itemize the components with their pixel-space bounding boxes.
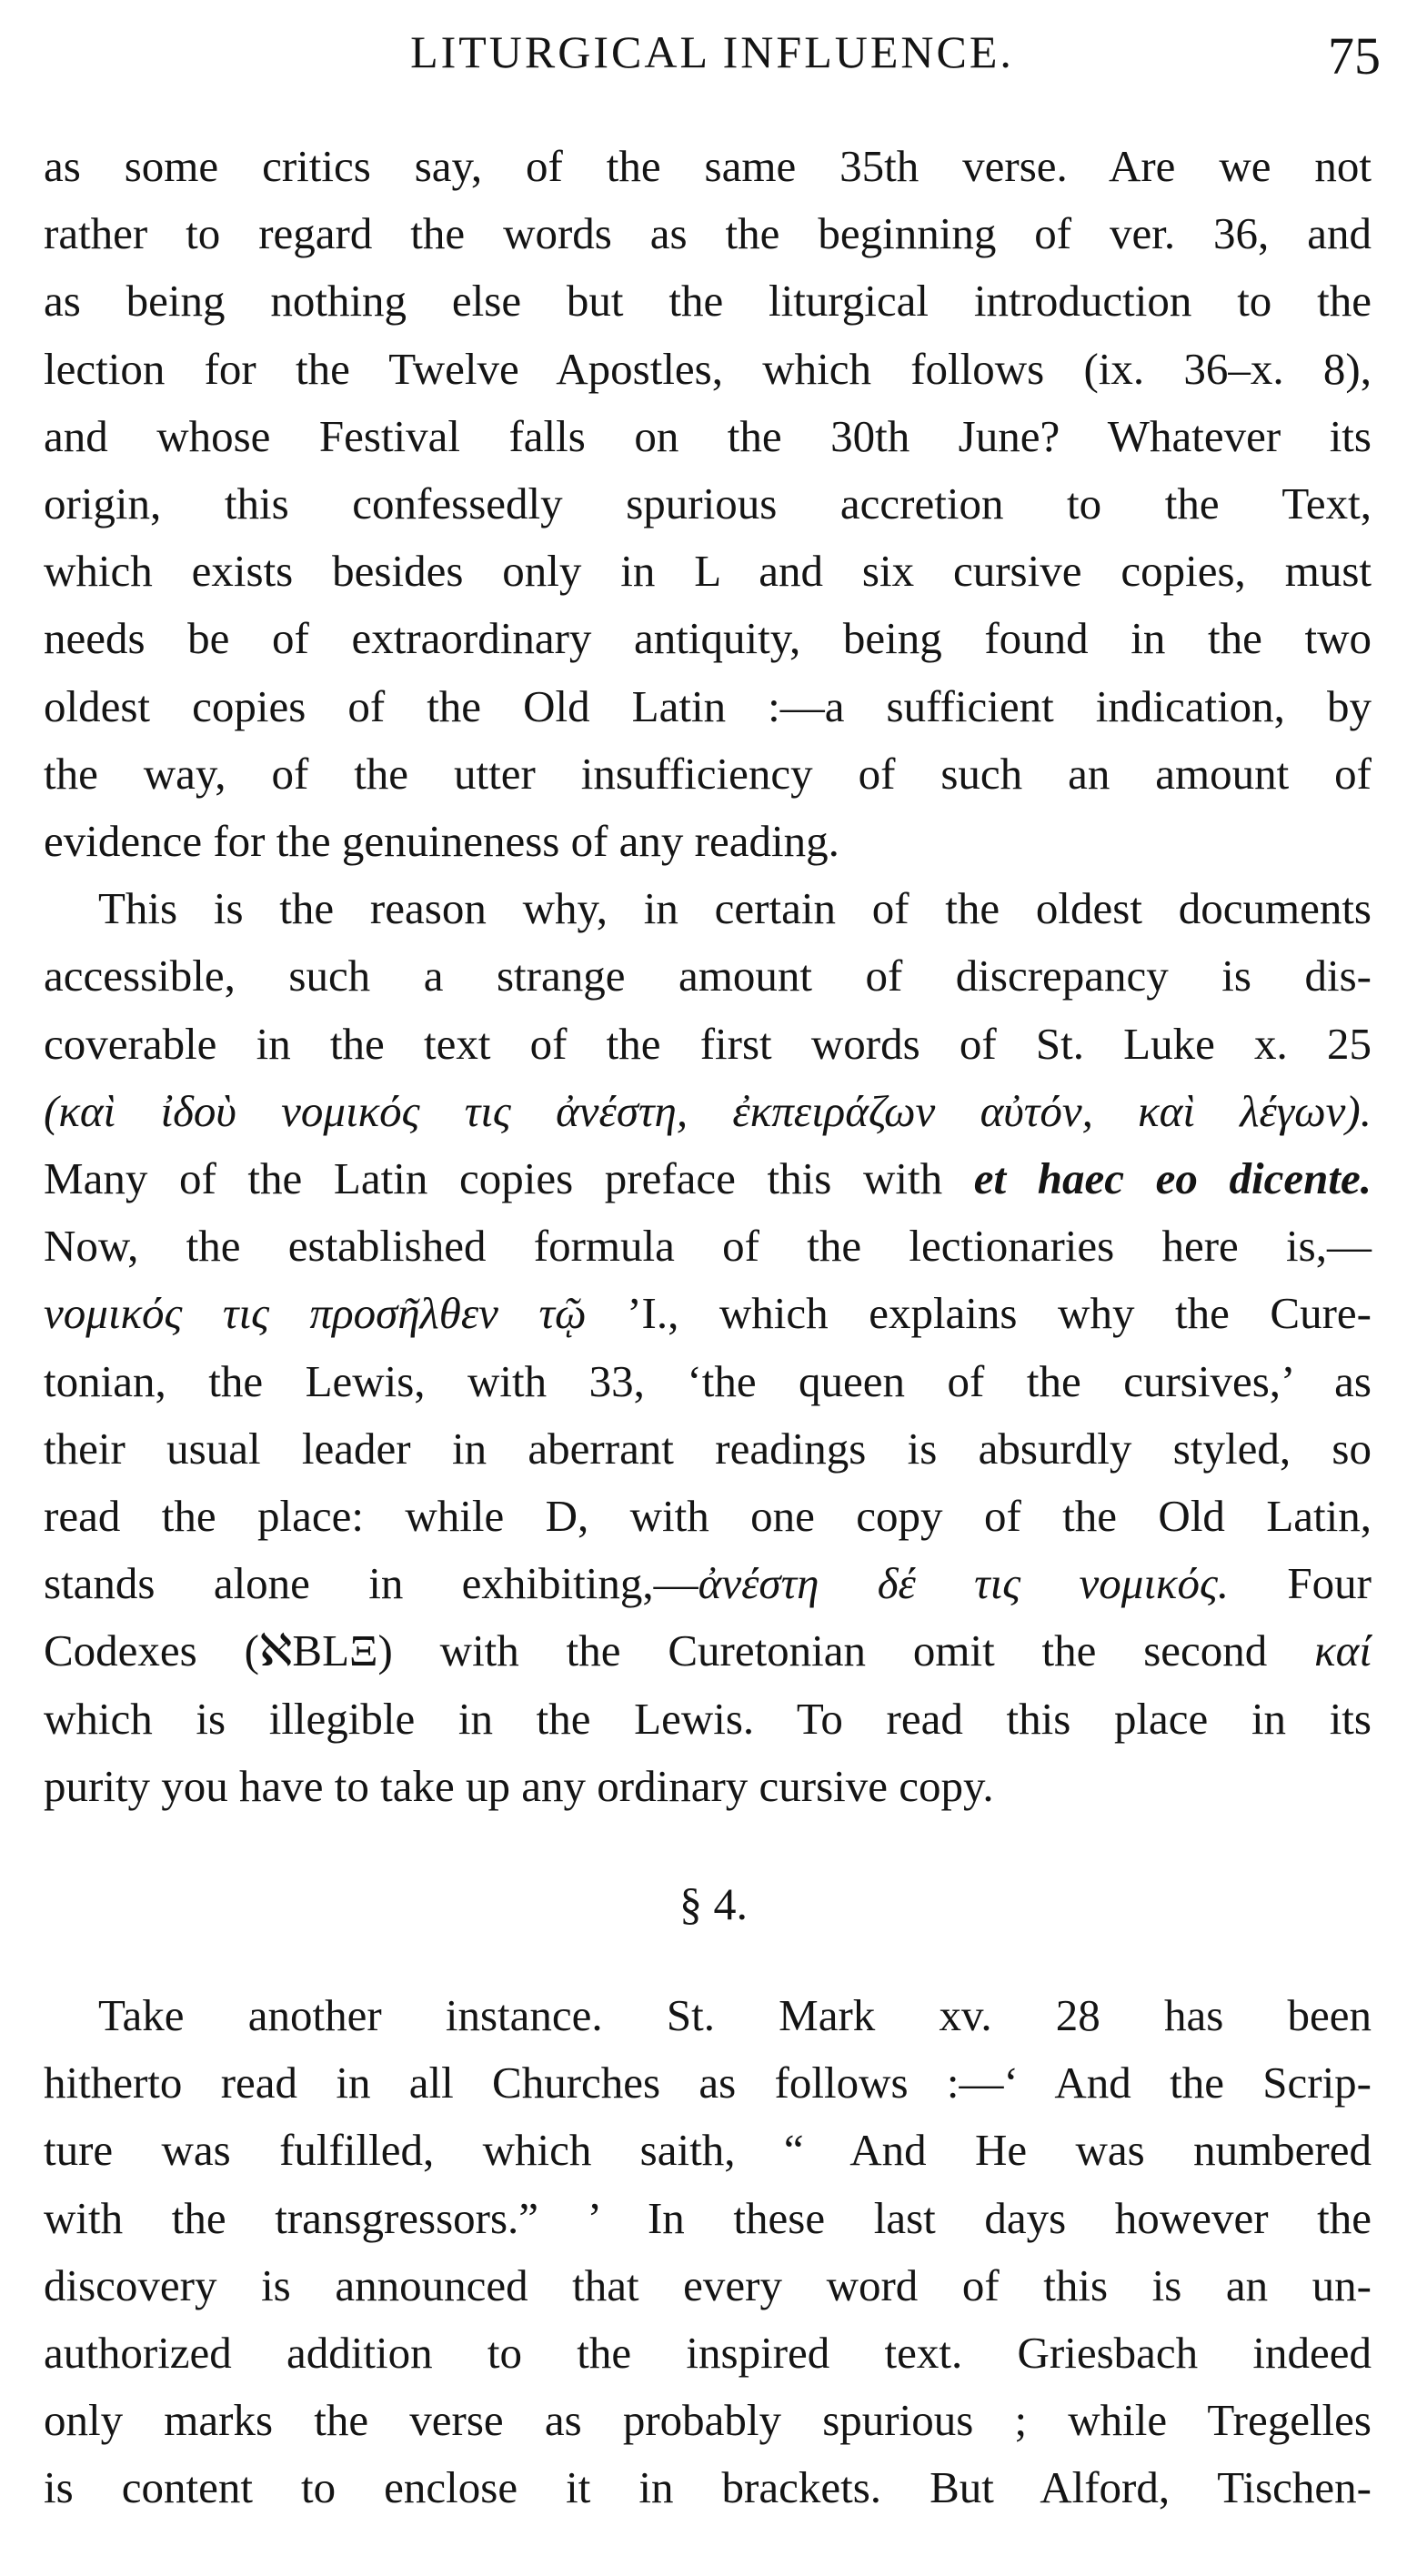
text-line: and whose Festival falls on the 30th June? Whatever its [44, 410, 1372, 461]
text-line: is content to enclose it in brackets. But Alford, Tischen- [44, 2462, 1372, 2513]
text-run: Codexes (ℵBLΞ) with the Curetonian omit the second [44, 1625, 1315, 1676]
text-line: discovery is announced that every word of this is an un- [44, 2259, 1372, 2310]
text-run: Four [1229, 1558, 1372, 1609]
page-number: 75 [1328, 26, 1381, 86]
text-line [44, 1145, 1372, 1213]
greek-word: καί [1314, 1625, 1372, 1676]
text-line: their usual leader in aberrant readings is absurdly styled, so [44, 1423, 1372, 1474]
text-line: oldest copies of the Old Latin :—a sufficient indication, by [44, 680, 1372, 731]
text-line: This is the reason why, in certain of the oldest documents [98, 883, 1372, 934]
text-line: lection for the Twelve Apostles, which follows (ix. 36–x. 8), [44, 343, 1372, 394]
text-line: hitherto read in all Churches as follows :—‘ And the Scrip- [44, 2058, 1372, 2108]
text-line: authorized addition to the inspired text. Griesbach indeed [44, 2328, 1372, 2379]
text-line: coverable in the text of the first words of St. Luke x. 25 [44, 1018, 1372, 1069]
text-line: the way, of the utter insufficiency of such an amount of [44, 748, 1372, 799]
text-line: which is illegible in the Lewis. To read this place in its [44, 1693, 1372, 1744]
text-line [44, 1617, 1372, 1685]
text-line: evidence for the genuineness of any reading. [44, 816, 839, 866]
text-line [44, 1550, 1372, 1617]
latin-quotation: et haec eo dicente. [973, 1153, 1372, 1203]
text-line: accessible, such a strange amount of discrepancy is dis- [44, 951, 1372, 1001]
text-run: ’I., which explains why the Cure- [627, 1288, 1372, 1339]
text-line: which exists besides only in L and six cursive copies, must [44, 546, 1372, 597]
text-line: with the transgressors.” ’ In these last days however the [44, 2192, 1372, 2243]
text-line: ture was fulfilled, which saith, “ And He was numbered [44, 2125, 1372, 2176]
section-heading: § 4. [679, 1878, 748, 1930]
text-line: tonian, the Lewis, with 33, ‘the queen of the cursives,’ as [44, 1355, 1372, 1406]
text-run: stands alone in exhibiting,— [44, 1558, 698, 1609]
running-title: LITURGICAL INFLUENCE. [410, 26, 1014, 77]
text-line: read the place: while D, with one copy of the Old Latin, [44, 1491, 1372, 1541]
text-line: Now, the established formula of the lectionaries here is,— [44, 1221, 1372, 1272]
text-line: as some critics say, of the same 35th verse. Are we not [44, 141, 1372, 191]
text-line: only marks the verse as probably spurious ; while Tregelles [44, 2395, 1372, 2446]
text-line: origin, this confessedly spurious accretion to the Text, [44, 478, 1372, 528]
text-line: needs be of extraordinary antiquity, being found in the two [44, 613, 1372, 664]
text-run: Many of the Latin copies preface this with [44, 1153, 974, 1203]
text-line [44, 1280, 1372, 1347]
page-header [44, 18, 1381, 91]
text-line: Take another instance. St. Mark xv. 28 has been [98, 1990, 1372, 2041]
text-line: as being nothing else but the liturgical introduction to the [44, 276, 1372, 327]
text-line: purity you have to take up any ordinary cursive copy. [44, 1760, 994, 1811]
greek-quotation: νομικός τις προσῆλθεν τῷ [44, 1288, 628, 1339]
greek-quotation: (καὶ ἰδοὺ νομικός τις ἀνέστη, ἐκπειράζων αὐτόν, καὶ λέγων). [44, 1085, 1372, 1136]
text-line: rather to regard the words as the beginning of ver. 36, and [44, 208, 1372, 259]
greek-quotation: ἀνέστη δέ τις νομικός. [698, 1558, 1230, 1609]
